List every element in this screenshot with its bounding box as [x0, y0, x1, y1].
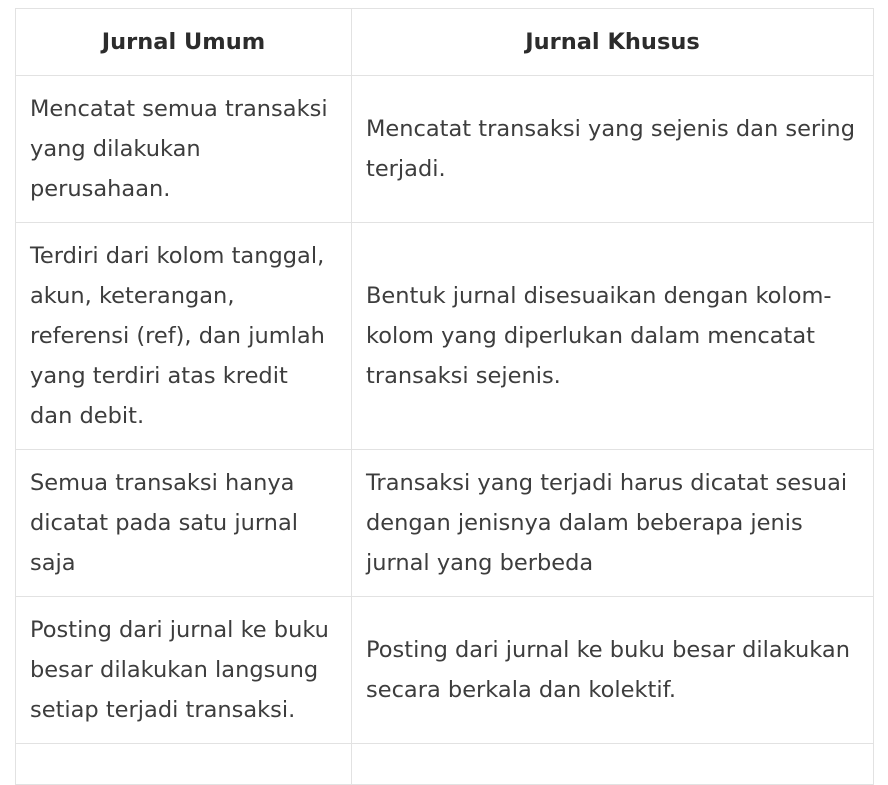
- cell-jurnal-umum: Semua transaksi hanya dicatat pada satu jurnal saja: [16, 450, 352, 597]
- cell-jurnal-umum: Posting dari jurnal ke buku besar dilakukan langsung setiap terjadi transaksi.: [16, 597, 352, 744]
- cell-empty: [16, 744, 352, 785]
- cell-jurnal-umum: Terdiri dari kolom tanggal, akun, keterangan, referensi (ref), dan jumlah yang terdiri atas kredit dan debit.: [16, 223, 352, 450]
- cell-jurnal-khusus: Mencatat transaksi yang sejenis dan sering terjadi.: [352, 76, 874, 223]
- cell-empty: [352, 744, 874, 785]
- cell-jurnal-khusus: Posting dari jurnal ke buku besar dilakukan secara berkala dan kolektif.: [352, 597, 874, 744]
- comparison-table: [15, 8, 874, 785]
- cell-jurnal-khusus: Transaksi yang terjadi harus dicatat sesuai dengan jenisnya dalam beberapa jenis jurnal yang berbeda: [352, 450, 874, 597]
- cell-jurnal-umum: Mencatat semua transaksi yang dilakukan perusahaan.: [16, 76, 352, 223]
- table-row-partial: [16, 744, 874, 785]
- cell-jurnal-khusus: Bentuk jurnal disesuaikan dengan kolom-kolom yang diperlukan dalam mencatat transaksi sejenis.: [352, 223, 874, 450]
- header-jurnal-umum: Jurnal Umum: [16, 9, 352, 76]
- table-header: [16, 9, 874, 76]
- table-row: [16, 223, 874, 450]
- table-body: [16, 76, 874, 785]
- table-row: [16, 76, 874, 223]
- header-jurnal-khusus: Jurnal Khusus: [352, 9, 874, 76]
- comparison-table-container: [15, 8, 873, 785]
- header-row: [16, 9, 874, 76]
- table-row: [16, 450, 874, 597]
- table-row: [16, 597, 874, 744]
